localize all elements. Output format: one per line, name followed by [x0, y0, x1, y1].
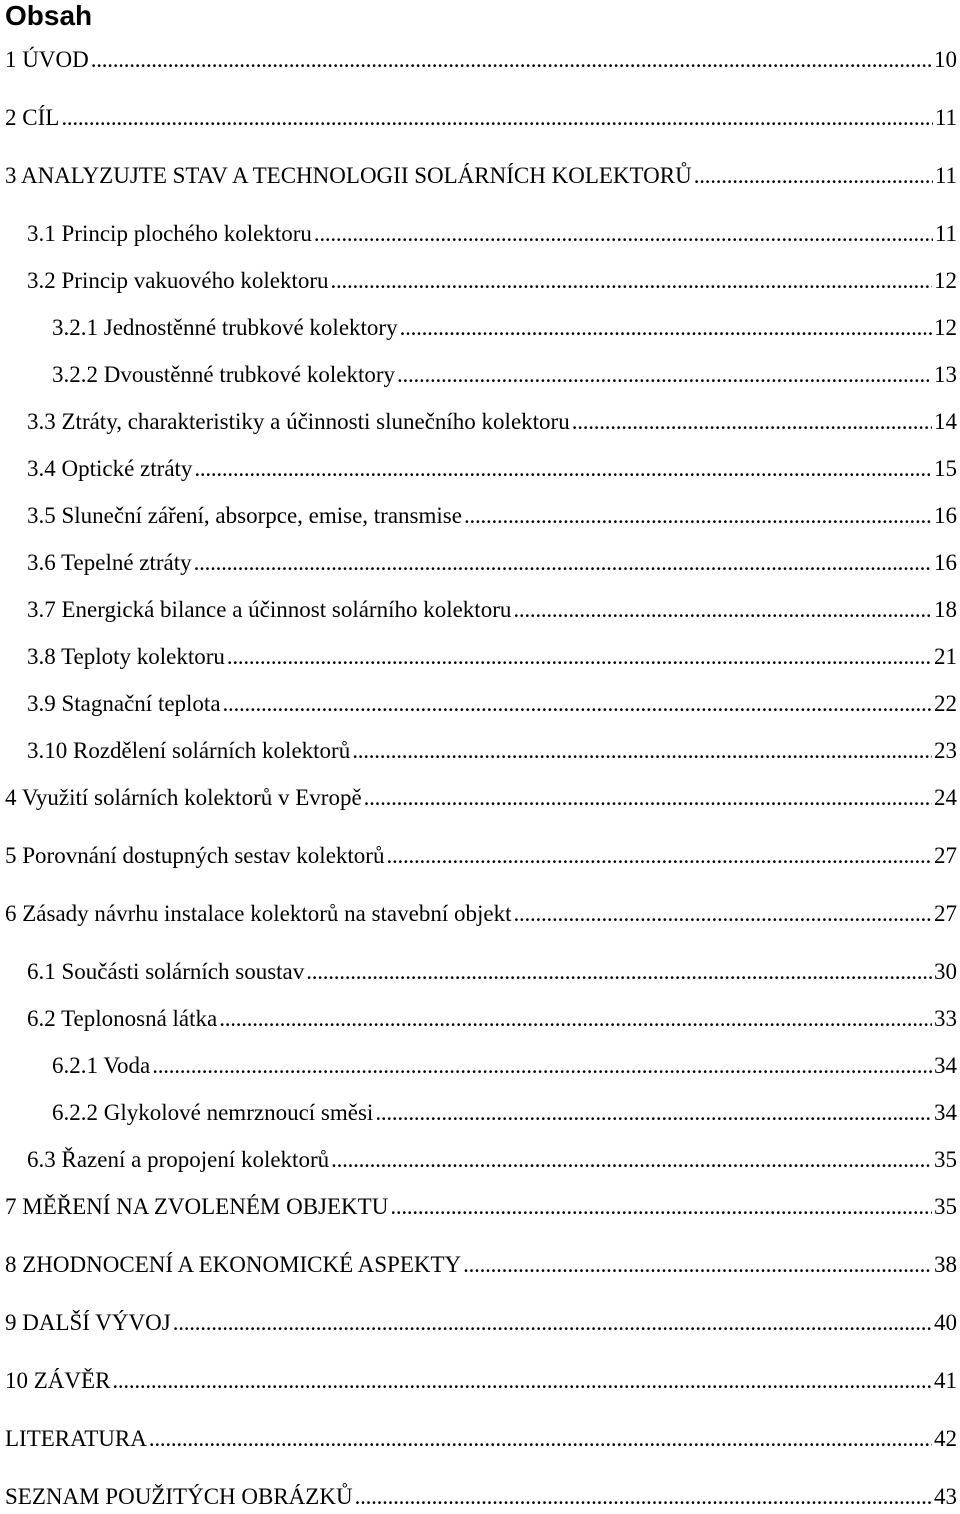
dot-leader [306, 957, 932, 987]
toc-entry-page-number: 11 [934, 105, 957, 130]
toc-entry[interactable] [0, 360, 957, 390]
toc-entry[interactable] [0, 407, 957, 437]
toc-entry-label: 8 ZHODNOCENÍ A EKONOMICKÉ ASPEKTY [5, 1252, 462, 1277]
toc-entry[interactable] [0, 219, 957, 249]
toc-entry-label: 7 MĚŘENÍ NA ZVOLENÉM OBJEKTU [5, 1194, 389, 1219]
toc-entry[interactable] [0, 1424, 957, 1454]
toc-entry-label: 3.10 Rozdělení solárních kolektorů [27, 738, 351, 763]
toc-entry-page-number: 30 [934, 959, 957, 984]
dot-leader [463, 1250, 932, 1280]
toc-entry-page-number: 15 [934, 456, 957, 481]
toc-entry-page-number: 11 [934, 163, 957, 188]
toc-entry-label: 4 Využití solárních kolektorů v Evropě [5, 785, 362, 810]
toc-entry-label: 6.2.1 Voda [52, 1053, 151, 1078]
toc-entry-page-number: 34 [934, 1053, 957, 1078]
toc-entry-label: 3.8 Teploty kolektoru [27, 644, 225, 669]
toc-entry-page-number: 40 [934, 1310, 957, 1335]
toc-entry[interactable] [0, 1192, 957, 1222]
toc-entry[interactable] [0, 1250, 957, 1280]
toc-entry-label: 3.1 Princip plochého kolektoru [27, 221, 312, 246]
toc-entry[interactable] [0, 1366, 957, 1396]
toc-entry[interactable] [0, 1308, 957, 1338]
dot-leader [331, 266, 932, 296]
toc-entry[interactable] [0, 501, 957, 531]
dot-leader [464, 501, 932, 531]
toc-entry-page-number: 22 [934, 691, 957, 716]
toc-entry-label: 3.2 Princip vakuového kolektoru [27, 268, 329, 293]
toc-entry[interactable] [0, 642, 957, 672]
dot-leader [173, 1308, 932, 1338]
toc-entry-label: 6.1 Součásti solárních soustav [27, 959, 305, 984]
dot-leader [513, 595, 932, 625]
toc-entry-page-number: 16 [934, 550, 957, 575]
toc-entry-label: 3.9 Stagnační teplota [27, 691, 221, 716]
toc-entry[interactable] [0, 1145, 957, 1175]
toc-entry[interactable] [0, 1098, 957, 1128]
toc-entry-label: 3.7 Energická bilance a účinnost solárního kolektoru [27, 597, 512, 622]
toc-entry[interactable] [0, 1004, 957, 1034]
toc-entry-label: 3.5 Sluneční záření, absorpce, emise, transmise [27, 503, 462, 528]
toc-entry-label: 6.2.2 Glykolové nemrznoucí směsi [52, 1100, 374, 1125]
toc-entry-page-number: 16 [934, 503, 957, 528]
dot-leader [390, 1192, 932, 1222]
toc-entry-page-number: 43 [934, 1484, 957, 1509]
dot-leader [375, 1098, 932, 1128]
toc-entry[interactable] [0, 783, 957, 813]
toc-entry-label: SEZNAM POUŽITÝCH OBRÁZKŮ [5, 1484, 353, 1509]
toc-entry[interactable] [0, 899, 957, 929]
dot-leader [152, 1051, 932, 1081]
toc-entry-label: 3.6 Tepelné ztráty [27, 550, 192, 575]
toc-entry-label: 3 ANALYZUJTE STAV A TECHNOLOGII SOLÁRNÍCH KOLEKTORŮ [5, 163, 692, 188]
toc-entry-page-number: 21 [934, 644, 957, 669]
toc-entry-label: 3.2.1 Jednostěnné trubkové kolektory [52, 315, 398, 340]
toc-entry[interactable] [0, 266, 957, 296]
toc-entry-page-number: 27 [934, 901, 957, 926]
toc-entry-page-number: 34 [934, 1100, 957, 1125]
dot-leader [355, 1482, 932, 1512]
dot-leader [386, 841, 932, 871]
toc-entry-label: 3.4 Optické ztráty [27, 456, 193, 481]
toc-entry-label: 2 CÍL [5, 105, 60, 130]
toc-entry[interactable] [0, 313, 957, 343]
toc-entry-page-number: 11 [934, 221, 957, 246]
dot-leader [331, 1145, 932, 1175]
toc-entry-page-number: 41 [934, 1368, 957, 1393]
toc-entry[interactable] [0, 45, 957, 75]
toc-entry[interactable] [0, 454, 957, 484]
toc-entry-label: 3.2.2 Dvoustěnné trubkové kolektory [52, 362, 396, 387]
toc-entry[interactable] [0, 548, 957, 578]
toc-entry-page-number: 33 [934, 1006, 957, 1031]
dot-leader [694, 161, 933, 191]
toc-entry[interactable] [0, 736, 957, 766]
toc-entry-label: LITERATURA [5, 1426, 147, 1451]
toc-entry[interactable] [0, 689, 957, 719]
toc-entry[interactable] [0, 595, 957, 625]
toc-entry-page-number: 10 [934, 47, 957, 72]
toc-entry[interactable] [0, 1482, 957, 1512]
toc-entry-label: 3.3 Ztráty, charakteristiky a účinnosti slunečního kolektoru [27, 409, 570, 434]
toc-entry-page-number: 23 [934, 738, 957, 763]
dot-leader [572, 407, 932, 437]
toc-entry-page-number: 27 [934, 843, 957, 868]
dot-leader [364, 783, 932, 813]
dot-leader [513, 899, 932, 929]
toc-entry-page-number: 18 [934, 597, 957, 622]
toc-entry-label: 6 Zásady návrhu instalace kolektorů na stavební objekt [5, 901, 512, 926]
toc-entry-page-number: 12 [934, 315, 957, 340]
toc-entry-label: 6.2 Teplonosná látka [27, 1006, 218, 1031]
toc-entry[interactable] [0, 957, 957, 987]
toc-entry-label: 6.3 Řazení a propojení kolektorů [27, 1147, 330, 1172]
toc-entry-page-number: 12 [934, 268, 957, 293]
toc-entry-label: 9 DALŠÍ VÝVOJ [5, 1310, 171, 1335]
dot-leader [194, 548, 932, 578]
dot-leader [223, 689, 932, 719]
toc-title: Obsah [5, 0, 93, 31]
dot-leader [227, 642, 932, 672]
toc-entry-label: 10 ZÁVĚR [5, 1368, 111, 1393]
toc-entry[interactable] [0, 161, 957, 191]
toc-entry[interactable] [0, 103, 957, 133]
toc-entry[interactable] [0, 1051, 957, 1081]
dot-leader [149, 1424, 932, 1454]
toc-entry-page-number: 35 [934, 1194, 957, 1219]
dot-leader [314, 219, 933, 249]
dot-leader [91, 45, 932, 75]
toc-entry-page-number: 13 [934, 362, 957, 387]
dot-leader [61, 103, 933, 133]
toc-entry-label: 1 ÚVOD [5, 47, 89, 72]
toc-entry-page-number: 14 [934, 409, 957, 434]
dot-leader [352, 736, 932, 766]
toc-entry[interactable] [0, 841, 957, 871]
toc-entry-page-number: 42 [934, 1426, 957, 1451]
dot-leader [397, 360, 932, 390]
toc-entry-label: 5 Porovnání dostupných sestav kolektorů [5, 843, 385, 868]
dot-leader [194, 454, 932, 484]
toc-entry-page-number: 35 [934, 1147, 957, 1172]
dot-leader [219, 1004, 932, 1034]
toc-entry-page-number: 38 [934, 1252, 957, 1277]
toc-entry-page-number: 24 [934, 785, 957, 810]
dot-leader [400, 313, 932, 343]
dot-leader [112, 1366, 932, 1396]
